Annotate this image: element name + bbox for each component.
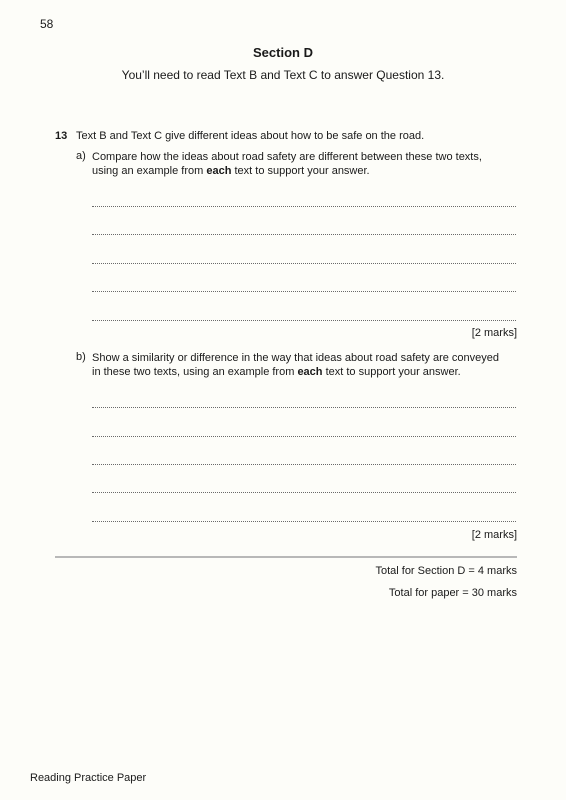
section-instruction: You’ll need to read Text B and Text C to answer Question 13. [121, 68, 445, 82]
answer-line[interactable] [92, 407, 516, 408]
part-a-marks: [2 marks] [471, 327, 517, 339]
paper-total: Total for paper = 30 marks [388, 587, 517, 599]
part-b-prompt-line1: Show a similarity or difference in the way that ideas about road safety are conveyed [92, 352, 500, 364]
part-b-text-after: text to support your answer. [322, 366, 461, 378]
answer-line[interactable] [92, 291, 516, 292]
answer-line[interactable] [92, 263, 516, 264]
part-b-letter: b) [76, 351, 86, 363]
part-a-text-after: text to support your answer. [231, 165, 370, 177]
footer-label: Reading Practice Paper [30, 772, 147, 784]
part-a-emphasis: each [206, 165, 232, 177]
part-a-prompt-line1: Compare how the ideas about road safety are different between these two texts, [92, 151, 482, 163]
part-a-prompt [92, 150, 512, 178]
answer-line[interactable] [92, 320, 516, 321]
question-stem: Text B and Text C give different ideas about how to be safe on the road. [76, 130, 425, 142]
page-number: 58 [40, 17, 54, 31]
section-title: Section D [253, 45, 313, 60]
answer-line[interactable] [92, 521, 516, 522]
part-b-emphasis: each [297, 366, 323, 378]
part-a-text-before: using an example from [92, 165, 207, 177]
answer-line[interactable] [92, 206, 516, 207]
divider [55, 556, 517, 558]
section-total: Total for Section D = 4 marks [375, 565, 517, 577]
answer-line[interactable] [92, 436, 516, 437]
part-b-marks: [2 marks] [471, 529, 517, 541]
answer-line[interactable] [92, 234, 516, 235]
part-b-prompt [92, 351, 516, 379]
part-a-letter: a) [76, 150, 86, 162]
part-a-prompt-line2 [92, 164, 512, 178]
part-b-prompt-line2 [92, 365, 516, 379]
answer-line[interactable] [92, 492, 516, 493]
question-number: 13 [55, 130, 68, 142]
part-b-text-before: in these two texts, using an example from [92, 366, 298, 378]
answer-line[interactable] [92, 464, 516, 465]
